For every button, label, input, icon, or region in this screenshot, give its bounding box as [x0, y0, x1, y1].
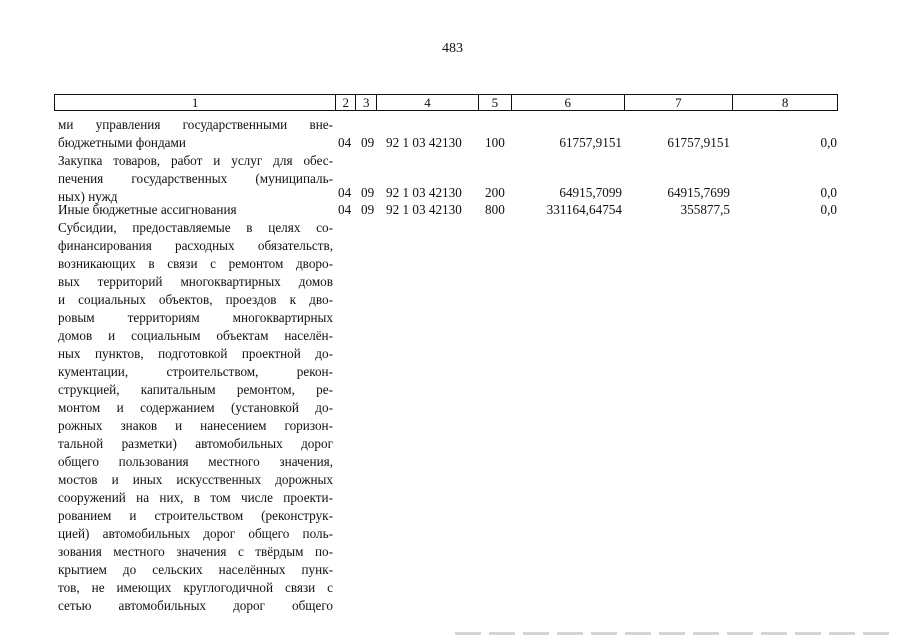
- row-4-desc-line: вых территорий многоквартирных домов: [58, 274, 333, 289]
- cell-amount-7: 61757,9151: [667, 135, 730, 150]
- page-number: 483: [442, 41, 463, 56]
- header-cell-3: 3: [356, 95, 377, 110]
- row-4-desc-line: мостов и иных искусственных дорожных: [58, 472, 333, 487]
- cell-section: 04: [338, 202, 352, 217]
- row-4-desc-line: крытием до сельских населённых пунк-: [58, 562, 333, 577]
- cell-amount-8: 0,0: [820, 202, 837, 217]
- table-row-3: [0, 201, 905, 219]
- row-4-description: [58, 219, 333, 615]
- header-cell-4: 4: [377, 95, 479, 110]
- row-4-desc-line: рованием и строительством (реконструк-: [58, 508, 333, 523]
- row-4-desc-line: Субсидии, предоставляемые в целях со-: [58, 220, 333, 235]
- row-4-desc-line: ных пунктов, подготовкой проектной до-: [58, 346, 333, 361]
- row-2-desc-line: ных) нужд: [58, 189, 118, 204]
- row-4-desc-line: струкцией, капитальным ремонтом, ре-: [58, 382, 333, 397]
- row-3-desc-line: Иные бюджетные ассигнования: [58, 202, 237, 217]
- row-2-desc-line: печения государственных (муниципаль-: [58, 171, 333, 186]
- cell-target-code: 92 1 03 42130: [386, 202, 462, 217]
- header-cell-8: 8: [781, 95, 789, 110]
- cell-subsection: 09: [361, 135, 375, 150]
- table-row-1: [0, 134, 905, 152]
- row-4-desc-line: тов, не имеющих круглогодичной связи с: [58, 580, 333, 595]
- cell-expense-type: 200: [485, 185, 505, 200]
- row-4-desc-line: цией) автомобильных дорог общего поль-: [58, 526, 333, 541]
- row-1-desc-line: бюджетными фондами: [58, 135, 186, 150]
- cell-amount-6: 331164,64754: [546, 202, 622, 217]
- table-row-2: [0, 184, 905, 202]
- header-cell-6: 6: [512, 95, 625, 110]
- header-cell-2: 2: [336, 95, 356, 110]
- cell-amount-7: 355877,5: [680, 202, 730, 217]
- cell-section: 04: [338, 185, 352, 200]
- cell-expense-type: 100: [485, 135, 505, 150]
- cell-amount-6: 61757,9151: [559, 135, 622, 150]
- row-4-desc-line: сооружений на них, в том числе проекти-: [58, 490, 333, 505]
- row-4-desc-line: ровым территориям многоквартирных: [58, 310, 333, 325]
- row-4-desc-line: кументации, строительством, рекон-: [58, 364, 333, 379]
- row-4-desc-line: тальной разметки) автомобильных дорог: [58, 436, 333, 451]
- row-4-desc-line: сетью автомобильных дорог общего: [58, 598, 333, 613]
- row-4-desc-line: монтом и содержанием (установкой до-: [58, 400, 333, 415]
- row-4-desc-line: рожных знаков и нанесением горизон-: [58, 418, 333, 433]
- cell-subsection: 09: [361, 185, 375, 200]
- row-4-desc-line: и социальных объектов, проездов к дво-: [58, 292, 333, 307]
- scan-artifact-line: [455, 632, 895, 635]
- row-1-desc-line: ми управления государственными вне-: [58, 117, 333, 132]
- row-4-desc-line: зования местного значения с твёрдым по-: [58, 544, 333, 559]
- cell-section: 04: [338, 135, 352, 150]
- cell-amount-7: 64915,7699: [667, 185, 730, 200]
- header-cell-5: 5: [479, 95, 512, 110]
- row-4-desc-line: общего пользования местного значения,: [58, 454, 333, 469]
- row-2-desc-line: Закупка товаров, работ и услуг для обес-: [58, 153, 333, 168]
- header-cell-1: 1: [55, 95, 336, 110]
- table-header-row: [54, 94, 838, 111]
- cell-subsection: 09: [361, 202, 375, 217]
- cell-target-code: 92 1 03 42130: [386, 185, 462, 200]
- row-4-desc-line: финансирования расходных обязательств,: [58, 238, 333, 253]
- cell-amount-8: 0,0: [820, 185, 837, 200]
- row-4-desc-line: возникающих в связи с ремонтом дворо-: [58, 256, 333, 271]
- header-cell-7: 7: [625, 95, 734, 110]
- cell-target-code: 92 1 03 42130: [386, 135, 462, 150]
- row-4-desc-line: домов и социальным объектам населён-: [58, 328, 333, 343]
- cell-expense-type: 800: [485, 202, 505, 217]
- cell-amount-8: 0,0: [820, 135, 837, 150]
- cell-amount-6: 64915,7099: [559, 185, 622, 200]
